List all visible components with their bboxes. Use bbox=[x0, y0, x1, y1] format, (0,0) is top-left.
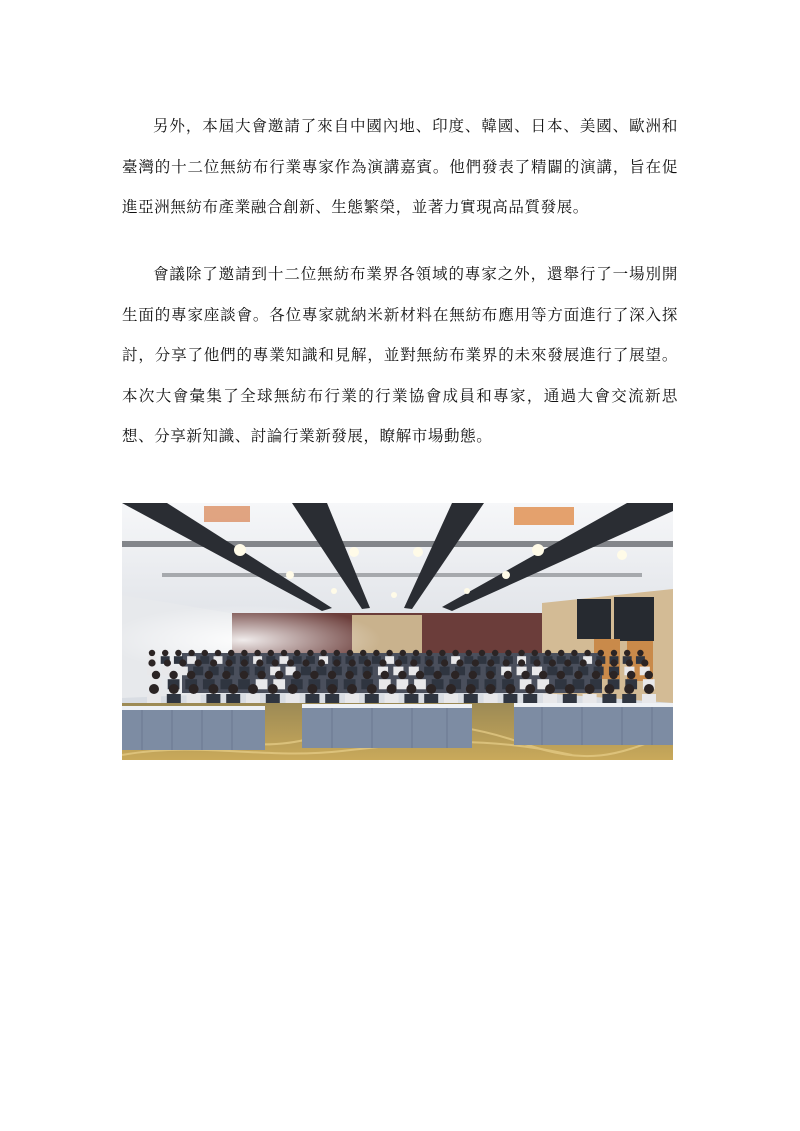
conference-photo bbox=[122, 503, 673, 760]
paragraph-panel-discussion: 會議除了邀請到十二位無紡布業界各領域的專家之外，還舉行了一場別開生面的專家座談會。各位專家就納米新材料在無紡布應用等方面進行了深入探討，分享了他們的專業知識和見解，並對無紡布業界的未來發展進行了展望。本次大會彙集了全球無紡布行業的行業協會成員和專家，通過大會交流新思想、分享新知識、討論行業新發展，瞭解市場動態。 bbox=[122, 265, 678, 445]
paragraph-speakers: 另外，本屆大會邀請了來自中國內地、印度、韓國、日本、美國、歐洲和臺灣的十二位無紡布行業專家作為演講嘉賓。他們發表了精闢的演講，旨在促進亞洲無紡布產業融合創新、生態繁榮，並著力實現高品質發展。 bbox=[122, 117, 678, 216]
front-tables bbox=[122, 703, 673, 750]
